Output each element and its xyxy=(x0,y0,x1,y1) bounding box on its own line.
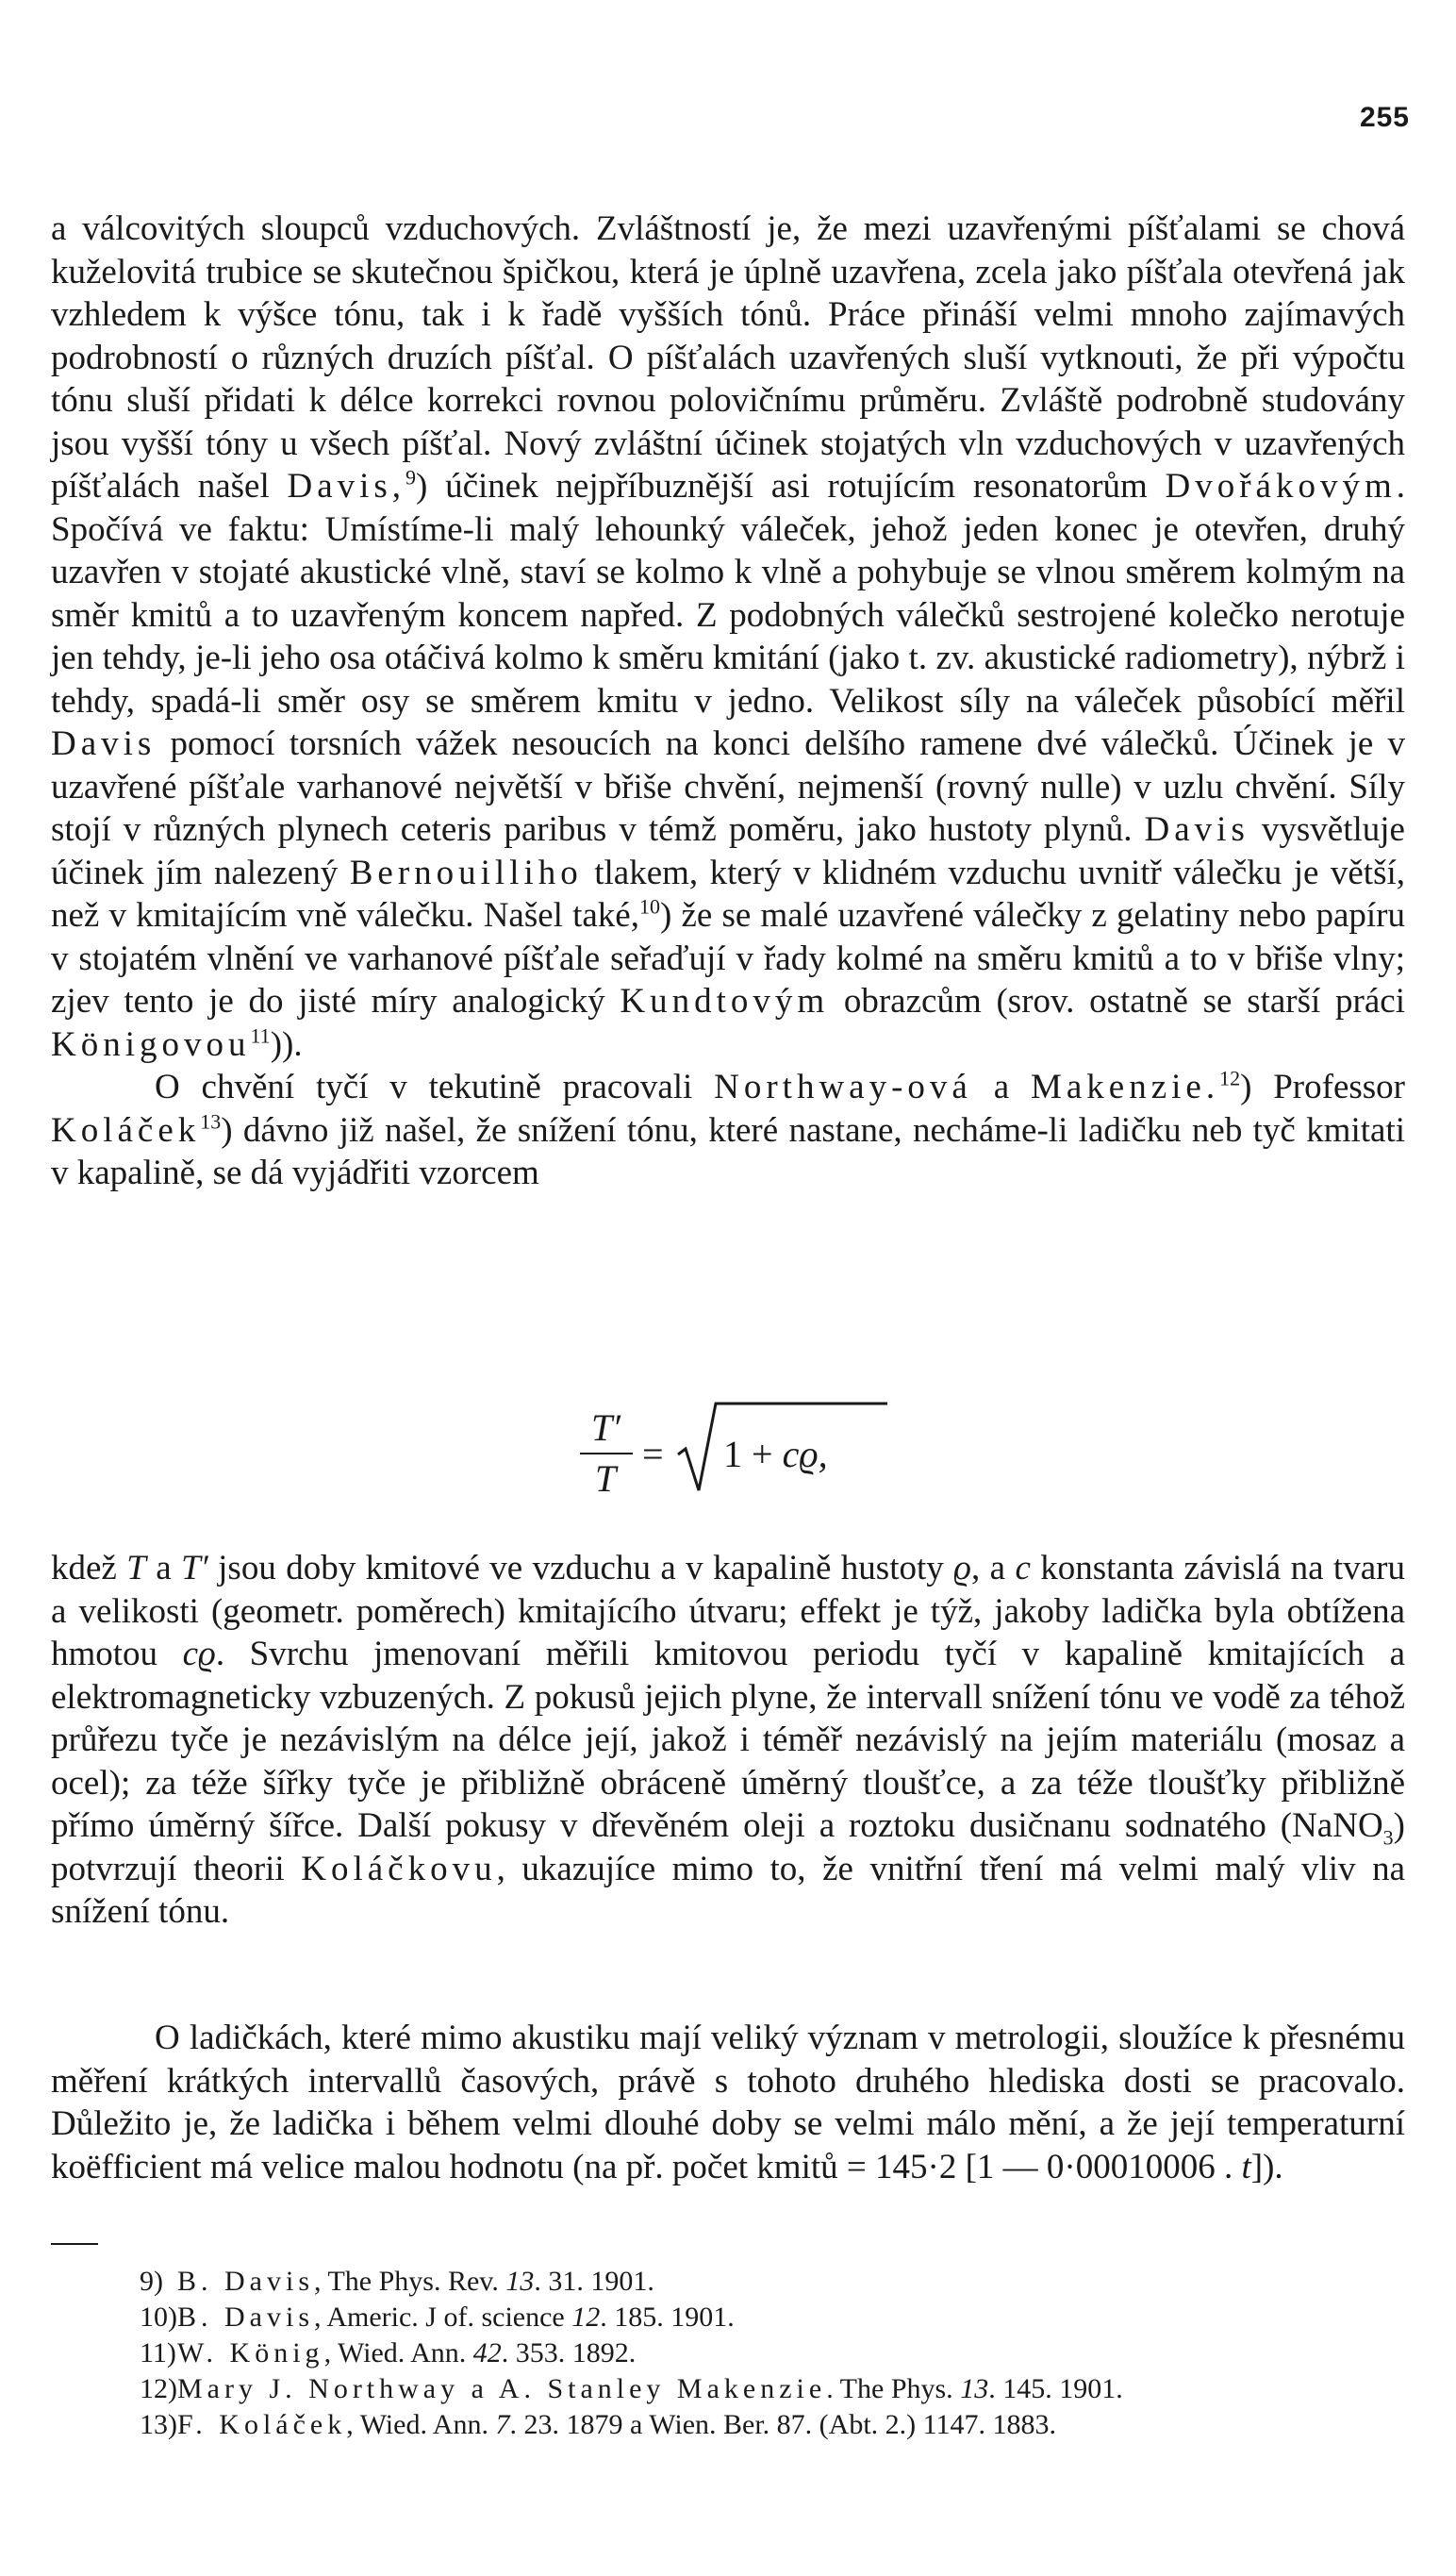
author-name: Davis, xyxy=(287,467,406,506)
footnote-text: . The Phys. xyxy=(826,2373,961,2404)
author-name: Davis xyxy=(51,724,157,763)
author-name: Koláčkovu xyxy=(301,1849,497,1888)
variable: T′ xyxy=(181,1549,208,1587)
variable: t xyxy=(1241,2147,1251,2186)
text-run: . Svrchu jmenovaní měřili kmitovou periodu tyčí v kapalině kmitajících a elektromagneticky vzbuzených. Z pokusů jejich plyne, že intervall snížení tónu ve vodě za téhož průřezu tyče je nezávislým na délce její, jakož i téměř nezávislý na jejím materiálu (mosaz a ocel); za téže šířky tyče je přibližně obráceně úměrný tloušťce, a za téže tloušťky přibližně přímo úměrný šířce. Další pokusy v dřevěném oleji a roztoku dusičnanu sodnatého (NaNO xyxy=(51,1635,1405,1845)
author-name: Davis xyxy=(1144,810,1249,849)
text-run: vysvětluje účinek jím nalezený xyxy=(51,810,1405,892)
text-run: , a xyxy=(970,1549,1016,1587)
fraction-bar xyxy=(580,1453,633,1454)
footnote-volume: 13 xyxy=(960,2373,989,2404)
footnote-volume: 7 xyxy=(495,2409,510,2440)
footnote-volume: 13 xyxy=(505,2266,535,2297)
paragraph-formula-explanation xyxy=(51,1547,1405,1934)
footnote-text: , Wied. Ann. xyxy=(346,2409,496,2440)
text-run: )). xyxy=(270,1024,303,1064)
text-run: konstanta závislá na tvaru a velikosti (geometr. poměrech) kmitajícího útvaru; effekt je týž, jakoby ladička byla obtížena hmotou xyxy=(51,1549,1405,1673)
footnote-mark: 9) xyxy=(140,2266,163,2297)
footnote-mark: 11) xyxy=(140,2337,176,2368)
footnote-ref: 12 xyxy=(1219,1066,1241,1090)
text-run: a xyxy=(971,1068,1031,1106)
footnote-item xyxy=(140,2335,1413,2371)
footnote-ref: 9 xyxy=(405,465,417,490)
author-name: Koláček xyxy=(51,1110,201,1150)
footnote-rest: . 145. 1901. xyxy=(988,2373,1123,2404)
footnotes xyxy=(140,2264,1413,2443)
text-run: O chvění tyčí v tekutině pracovali xyxy=(155,1068,715,1106)
radicand-term: 1 + xyxy=(723,1433,783,1475)
text-run: a válcovitých sloupců vzduchových. Zvláštností je, že mezi uzavřenými píšťalami se chová kuželovitá trubice se skutečnou špičkou, která je úplně uzavřena, zcela jako píšťala otevřená jak vzhledem k výšce tónu, tak i k řadě vyšších tónů. Práce přináší velmi mnoho zajímavých podrobností o různých druzích píšťal. O píšťalách uzavřených sluší vytknouti, že při výpočtu tónu sluší přidati k délce korrekci rovnou polovičnímu průměru. Zvláště podrobně studovány jsou vyšší tóny u všech píšťal. Nový zvláštní účinek stojatých vln vzduchových v uzavřených píšťalách našel xyxy=(51,209,1405,506)
text-run: ) že se malé uzavřené válečky z gelatiny nebo papíru v stojatém vlnění ve varhanové píšťale seřaďují v řady kolmé na směru kmitů a to v břiše vlny; zjev tento je do jisté míry analogický xyxy=(51,896,1405,1021)
footnote-author: W. König xyxy=(177,2337,324,2368)
formula-numerator: T′ xyxy=(591,1406,620,1449)
footnote-rest: . 185. 1901. xyxy=(600,2302,735,2333)
footnote-mark: 12) xyxy=(140,2373,177,2404)
text-run: obrazcům (srov. ostatně se starší práci xyxy=(829,982,1405,1021)
subscript: 3 xyxy=(1382,1825,1394,1850)
paragraph-tuning-forks xyxy=(51,2017,1405,2188)
footnote-rest: . 353. 1892. xyxy=(501,2337,637,2368)
footnote-mark: 13) xyxy=(140,2409,177,2440)
text-run: kdež xyxy=(51,1549,127,1587)
text-run: ) dávno již našel, že snížení tónu, které nastane, necháme-li ladičku neb tyč kmitati v kapalině, se dá vyjádřiti vzorcem xyxy=(51,1110,1405,1192)
body-text-top xyxy=(51,208,1405,1195)
text-run: ) potvrzují theorii xyxy=(51,1806,1405,1888)
paragraph-pipes xyxy=(51,208,1405,1066)
text-run: ) Professor xyxy=(1240,1068,1405,1106)
body-text-bottom xyxy=(51,2017,1405,2188)
formula xyxy=(580,1396,891,1519)
paragraph-rods xyxy=(51,1066,1405,1195)
footnote-text: , The Phys. Rev. xyxy=(314,2266,506,2297)
footnote-item xyxy=(140,2407,1413,2443)
text-run: O ladičkách, které mimo akustiku mají veliký význam v metrologii, sloužíce k přesnému měření krátkých intervallů časových, právě s tohoto druhého hlediska dosti se pracovalo. Důležito je, že ladička i během velmi dlouhé doby se velmi málo mění, a že její temperaturní koëfficient má velice malou hodnotu (na př. počet kmitů = 145·2 [1 — 0·00010006 . xyxy=(51,2019,1405,2186)
text-run: ]). xyxy=(1250,2147,1283,2186)
author-name: Kundtovým xyxy=(620,982,830,1021)
text-run: tlakem, který v klidném vzduchu uvnitř válečku je větší, než v kmitajícím vně válečku. Našel také, xyxy=(51,853,1405,935)
text-run: jsou doby kmitové ve vzduchu a v kapalině hustoty xyxy=(207,1549,954,1587)
text-run: , ukazujíce mimo to, že vnitřní tření má velmi malý vliv na snížení tónu. xyxy=(51,1849,1406,1931)
author-name: Northway-ová xyxy=(714,1068,972,1106)
footnote-author: F. Koláček xyxy=(177,2409,347,2440)
footnote-ref: 11 xyxy=(250,1023,271,1048)
text-run: a xyxy=(145,1549,182,1587)
author-name: Dvořákovým xyxy=(1165,467,1397,506)
radicand-variable: cϱ, xyxy=(782,1433,828,1475)
footnote-volume: 12 xyxy=(571,2302,601,2333)
author-name: Bernouilliho xyxy=(349,853,583,892)
variable: T xyxy=(126,1549,146,1587)
footnote-ref: 13 xyxy=(200,1109,222,1134)
footnote-author: B. Davis xyxy=(177,2302,314,2333)
footnote-mark: 10) xyxy=(140,2302,177,2333)
page-number: 255 xyxy=(1359,102,1410,133)
text-run: ) účinek nejpříbuznější asi rotujícím resonatorům xyxy=(416,467,1166,506)
variable: cϱ xyxy=(182,1635,216,1673)
footnote-volume: 42 xyxy=(472,2337,502,2368)
author-name: Königovou xyxy=(51,1024,251,1064)
footnote-author: B. Davis xyxy=(177,2266,314,2297)
body-text-middle xyxy=(51,1547,1405,1934)
footnote-ref: 10 xyxy=(638,894,660,919)
variable: c xyxy=(1015,1549,1031,1587)
text-run: pomocí torsních vážek nesoucích na konci delšího ramene dvé válečků. Účinek je v uzavřené píšťale varhanové největší v břiše chvění, nejmenší (rovný nulle) v uzlu chvění. Síly stojí v různých plynech ceteris paribus v témž poměru, jako hustoty plynů. xyxy=(51,724,1405,849)
formula-equals: = xyxy=(642,1433,664,1475)
footnote-text: , Americ. J of. science xyxy=(314,2302,572,2333)
footnote-author: Mary J. Northway a A. Stanley Makenzie xyxy=(177,2373,827,2404)
author-name: Makenzie. xyxy=(1030,1068,1220,1106)
footnote-item xyxy=(140,2264,1413,2300)
footnote-rest: . 23. 1879 a Wien. Ber. 87. (Abt. 2.) 1147. 1883. xyxy=(509,2409,1057,2440)
footnote-text: , Wied. Ann. xyxy=(323,2337,473,2368)
footnote-item xyxy=(140,2371,1413,2407)
footnote-item xyxy=(140,2300,1413,2335)
variable: ϱ xyxy=(953,1549,971,1587)
text-run: . Spočívá ve faktu: Umístíme-li malý lehounký váleček, jehož jeden konec je otevřen, druhý uzavřen v stojaté akustické vlně, staví se kolmo k vlně a pohybuje se vlnou směrem kolmým na směr kmitů a to uzavřeným koncem napřed. Z podobných válečků sestrojené kolečko nerotuje jen tehdy, je-li jeho osa otáčivá kolmo k směru kmitání (jako t. zv. akustické radiometry), nýbrž i tehdy, spadá-li směr osy se směrem kmitu v jedno. Velikost síly na váleček působící měřil xyxy=(51,467,1405,721)
footnote-rest: . 31. 1901. xyxy=(534,2266,654,2297)
footnote-divider xyxy=(51,2243,98,2245)
formula-denominator: T xyxy=(595,1457,617,1500)
formula-radicand xyxy=(723,1432,828,1476)
